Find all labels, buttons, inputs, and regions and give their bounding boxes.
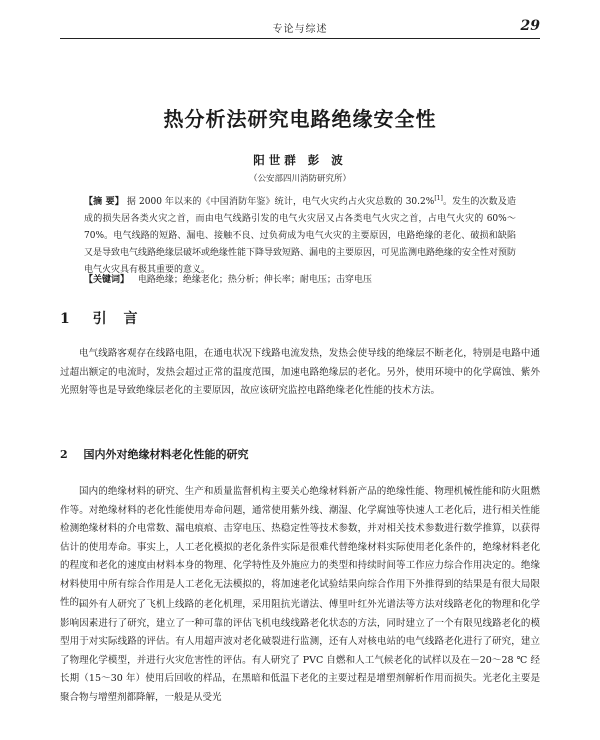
section-heading-introduction	[60, 308, 144, 328]
keywords-label: 【关键词】	[84, 275, 130, 285]
author-affiliation: （公安部四川消防研究所）	[248, 174, 351, 184]
abstract-citation: [1]	[434, 195, 443, 202]
abstract-label: 【摘 要】	[84, 197, 124, 207]
section-heading-research	[60, 446, 249, 462]
introduction-paragraph: 电气线路客观存在线路电阻，在通电状况下线路电流发热，发热会使导线的绝缘层不断老化，特别是电路中通过超出额定的电流时，发热会超过正常的温度范围，加速电路绝缘层的老化。另外，使用环境中的化学腐蚀、紫外光照射等也是导致绝缘层老化的主要原因，故应该研究监控电路绝缘老化性能的技术方法。	[60, 348, 540, 396]
section-number: 2	[60, 448, 68, 461]
keywords	[84, 273, 516, 287]
running-header	[60, 18, 540, 39]
abstract-text: 据 2000 年以来的《中国消防年鉴》统计，电气火灾约占火灾总数的 30.2%	[126, 197, 435, 207]
section-title: 引 言	[92, 311, 144, 327]
keywords-list: 电路绝缘；绝缘老化；热分析；伸长率；耐电压；击穿电压	[137, 275, 372, 285]
section-number: 1	[60, 311, 70, 327]
page-number: 29	[520, 18, 540, 34]
research-paragraph-foreign: 国外有人研究了飞机上线路的老化机理，采用阻抗光谱法、傅里叶红外光谱法等方法对线路老化的物理和化学影响因素进行了研究，建立了一种可靠的评估飞机电线线路老化状态的方法，同时建立了一个有限见线路老化的模型用于对实际线路的评估。有人用超声波对老化破裂进行监测，还有人对核电站的电气线路老化进行了研究，建立了物理化学模型，并进行火灾危害性的评估。有人研究了 PVC 自燃和人工气候老化的试样以及在－20～28 ℃ 经长期（15～30 年）使用后回收的样品，在黑暗和低温下老化的主要过程是增塑剂解析作用而损失。光老化主要是聚合物与增塑剂都降解，一般是从受光	[60, 599, 540, 703]
abstract-text-continued: 。发生的次数及造成的损失居各类火灾之首，而由电气线路引发的电气火灾居又占各类电气火灾之首，占电气火灾的 60%～70%。电气线路的短路、漏电、接触不良、过负荷成为电气火灾的主要原因，电路绝缘的老化、破损和缺陷又是导致电气线路绝缘层破坏或绝缘性能下降导致短路、漏电的主要原因，可见监测电路绝缘的安全性对预防电气火灾具有极其重要的意义。	[84, 197, 517, 275]
article-authors: 阳世群 彭 波	[253, 153, 347, 167]
section-title: 国内外对绝缘材料老化性能的研究	[83, 448, 249, 461]
research-paragraph-domestic: 国内的绝缘材料的研究、生产和质量监督机构主要关心绝缘材料新产品的绝缘性能、物理机械性能和防火阻燃作等。对绝缘材料的老化性能使用寿命问题，通常使用紫外线、潮湿、化学腐蚀等快速人工老化后，进行相关性能检测绝缘材料的介电常数、漏电痕痕、击穿电压、热稳定性等技术参数，并对相关技术参数进行数学推算，以获得估计的使用寿命。事实上，人工老化模拟的老化条件实际是很难代替绝缘材料实际使用老化条件的，绝缘材料老化的程度和老化的速度由材料本身的物理、化学特性及外施应力的类型和持续时间等工作应力综合作用决定的。绝缘材料使用中所有综合作用是人工老化无法模拟的，将加速老化试验结果向综合作用下外推得到的结果是有很大局限性的。	[60, 486, 540, 608]
article-title: 热分析法研究电路绝缘安全性	[163, 107, 437, 131]
abstract	[84, 190, 516, 279]
journal-section-name: 专论与综述	[272, 24, 328, 35]
